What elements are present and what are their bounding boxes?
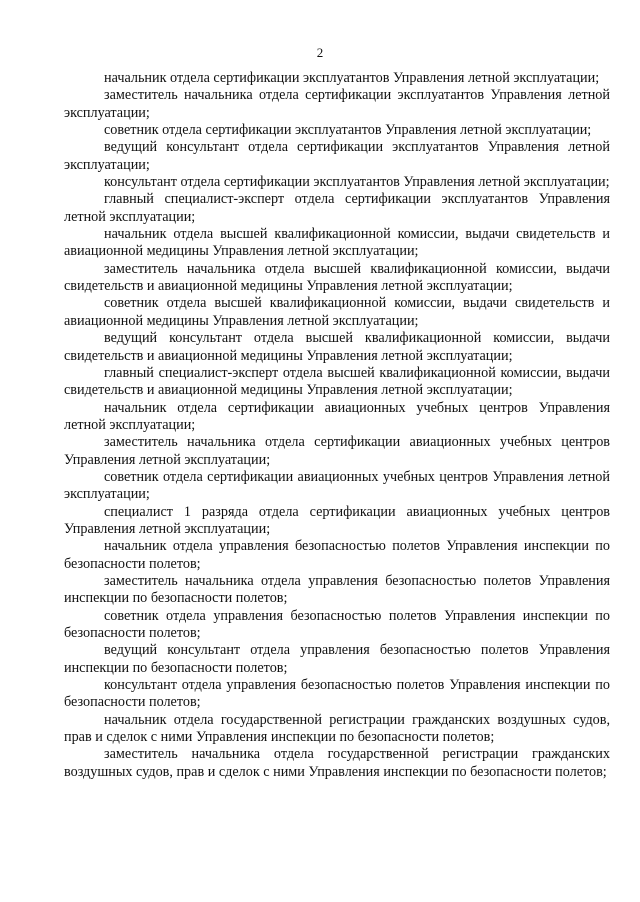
list-item: специалист 1 разряда отдела сертификации авиационных учебных центров Управления летной эксплуатации; [64,503,610,537]
list-item: советник отдела управления безопасностью полетов Управления инспекции по безопасности полетов; [64,607,610,641]
list-item: начальник отдела государственной регистрации гражданских воздушных судов, прав и сделок с ними Управления инспекции по безопасности полетов; [64,711,610,746]
list-item: начальник отдела сертификации авиационных учебных центров Управления летной эксплуатации; [64,399,610,433]
page-number: 2 [316,45,324,60]
list-item: ведущий консультант отдела управления безопасностью полетов Управления инспекции по безопасности полетов; [64,642,610,676]
list-item: ведущий консультант отдела сертификации эксплуатантов Управления летной эксплуатации; [64,139,610,173]
list-item: заместитель начальника отдела управления безопасностью полетов Управления инспекции по безопасности полетов; [64,572,610,607]
list-item: начальник отдела управления безопасностью полетов Управления инспекции по безопасности полетов; [64,538,610,572]
list-item: заместитель начальника отдела государственной регистрации гражданских воздушных судов, прав и сделок с ними Управления инспекции по безопасности полетов; [64,746,610,780]
list-item: консультант отдела управления безопасностью полетов Управления инспекции по безопасности полетов; [64,677,610,711]
list-item: заместитель начальника отдела сертификации эксплуатантов Управления летной эксплуатации; [64,87,610,121]
list-item: заместитель начальника отдела сертификации авиационных учебных центров Управления летной эксплуатации; [64,434,610,468]
list-item: начальник отдела высшей квалификационной комиссии, выдачи свидетельств и авиационной медицины Управления летной эксплуатации; [64,226,610,260]
list-item: советник отдела высшей квалификационной комиссии, выдачи свидетельств и авиационной медицины Управления летной эксплуатации; [64,295,610,329]
list-item: ведущий консультант отдела высшей квалификационной комиссии, выдачи свидетельств и авиационной медицины Управления летной эксплуатации; [64,330,610,364]
list-item: консультант отдела сертификации эксплуатантов Управления летной эксплуатации; [104,174,610,191]
list-item: главный специалист-эксперт отдела высшей квалификационной комиссии, выдачи свидетельств и авиационной медицины Управления летной эксплуатации; [64,364,610,399]
list-item: советник отдела сертификации авиационных учебных центров Управления летной эксплуатации; [64,468,610,503]
position-list [64,70,610,781]
list-item: заместитель начальника отдела высшей квалификационной комиссии, выдачи свидетельств и авиационной медицины Управления летной эксплуатации; [64,260,610,295]
list-item: советник отдела сертификации эксплуатантов Управления летной эксплуатации; [104,122,592,139]
list-item: начальник отдела сертификации эксплуатантов Управления летной эксплуатации; [104,70,600,86]
list-item: главный специалист-эксперт отдела сертификации эксплуатантов Управления летной эксплуатации; [64,191,610,225]
